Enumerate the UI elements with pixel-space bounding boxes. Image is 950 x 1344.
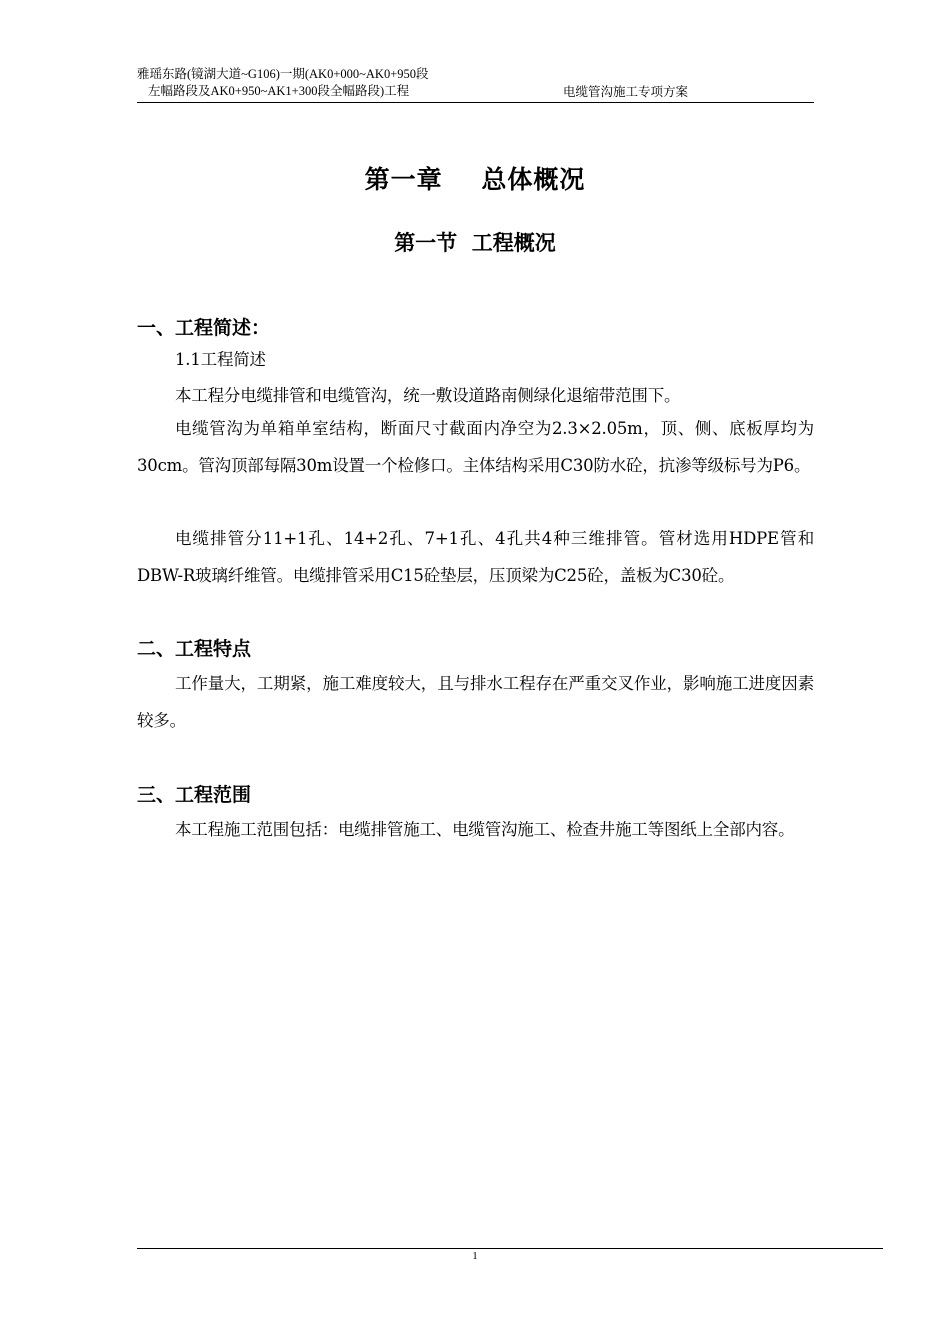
heading-project-overview: 一、工程简述：: [137, 317, 271, 339]
page-header: [137, 64, 814, 103]
header-project-line-1: 雅瑶东路(镜湖大道~G106)一期(AK0+000~AK0+950段: [137, 67, 429, 81]
heading-project-scope: 三、工程范围: [137, 784, 252, 806]
header-project-name: [137, 66, 429, 100]
section-title: 第一节 工程概况: [394, 231, 556, 255]
heading-project-features: 二、工程特点: [137, 638, 252, 660]
paragraph-scope: 本工程施工范围包括：电缆排管施工、电缆管沟施工、检查井施工等图纸上全部内容。: [175, 820, 795, 839]
footer-divider: [137, 1248, 883, 1249]
paragraph-features: 工作量大，工期紧，施工难度较大，且与排水工程存在严重交叉作业，影响施工进度因素较多。: [137, 674, 814, 730]
paragraph-cable-duct: 电缆排管分11+1孔、14+2孔、7+1孔、4孔共4种三维排管。管材选用HDPE管和DBW-R玻璃纤维管。电缆排管采用C15砼垫层，压顶梁为C25砼，盖板为C30砼。: [137, 529, 814, 585]
chapter-title: 第一章 总体概况: [364, 165, 586, 194]
header-document-title: 电缆管沟施工专项方案: [563, 84, 689, 99]
page-number: 1: [472, 1250, 478, 1262]
paragraph-cable-trench: 电缆管沟为单箱单室结构，断面尺寸截面内净空为2.3×2.05m，顶、侧、底板厚均为30cm。管沟顶部每隔30m设置一个检修口。主体结构采用C30防水砼，抗渗等级标号为P6。: [137, 419, 814, 475]
header-project-line-2: 左幅路段及AK0+950~AK1+300段全幅路段)工程: [148, 84, 410, 98]
paragraph-scope-summary: 本工程分电缆排管和电缆管沟，统一敷设道路南侧绿化退缩带范围下。: [175, 386, 681, 405]
paragraph-subheading-1-1: 1.1工程简述: [175, 350, 266, 369]
